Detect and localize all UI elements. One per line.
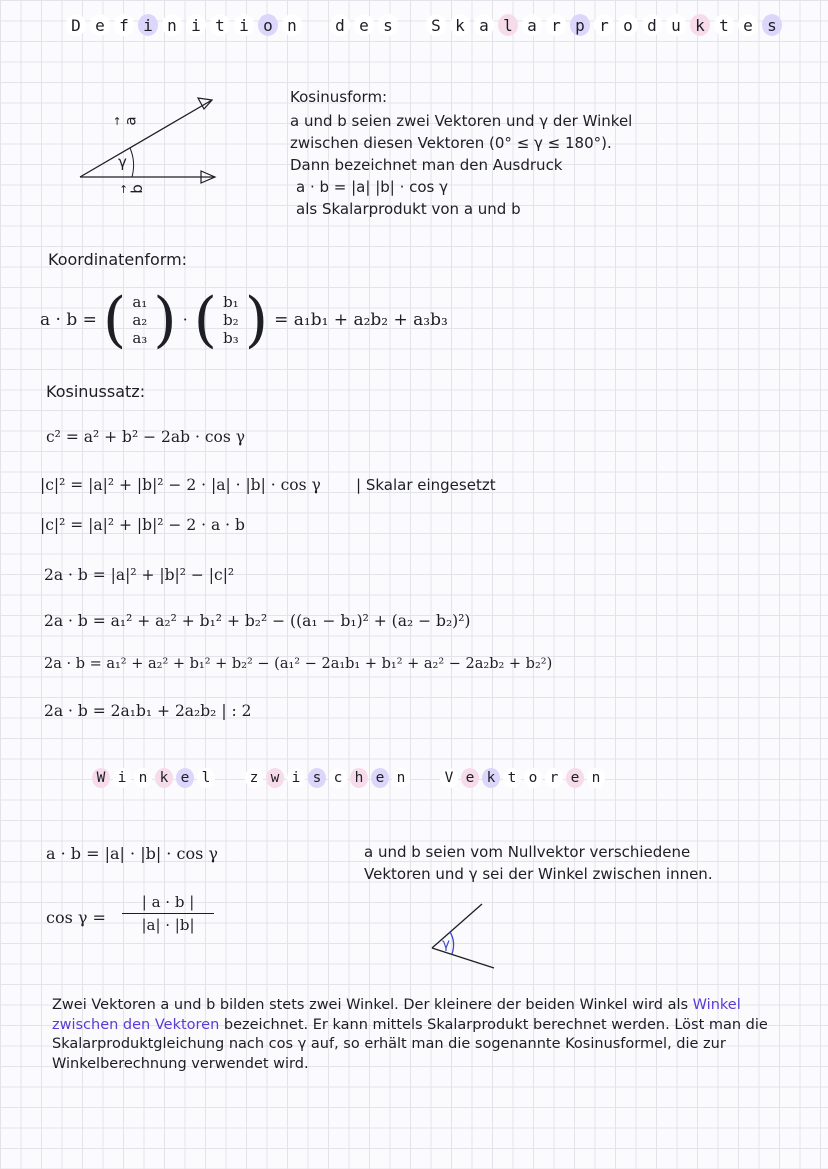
subtitle-letter: e [461,768,479,788]
diagram-label-a: → a [122,116,140,125]
vector-a-line [80,100,212,177]
title-letter: t [210,14,230,36]
title-letter: i [234,14,254,36]
dot-operator: · [182,311,188,329]
cosine-law-line1: c² = a² + b² − 2ab · cos γ [46,428,245,446]
subtitle-letter: s [308,768,326,788]
coordinate-form-heading: Koordinatenform: [48,250,188,269]
cosine-form-line5: als Skalarprodukt von a und b [296,200,521,218]
title-letter: i [186,14,206,36]
cosine-form-line4: a · b = |a| |b| · cos γ [296,178,449,196]
subtitle-letter: c [329,768,347,788]
title-letter: r [594,14,614,36]
paragraph-part2: bezeichnet. Er kann mittels Skalarprodukt berechnet werden. Löst man die Skalarproduktgleichung nach cos γ auf, so erhält man die sogenannte Kosinusformel, die zur Winkelberechnung verwendet wird. [52,1016,768,1072]
subtitle-word-1 [92,768,215,788]
subtitle-letter: w [266,768,284,788]
title-letter: o [258,14,278,36]
title-word-2 [330,14,398,36]
title-letter: n [162,14,182,36]
vec-b-comp1: b₁ [223,293,239,311]
title-letter: S [426,14,446,36]
vec-b-comp3: b₃ [223,329,239,347]
title-letter: s [378,14,398,36]
cosine-law-line4: 2a · b = |a|² + |b|² − |c|² [44,566,235,584]
subtitle-letter: k [482,768,500,788]
cosine-law-line5: 2a · b = a₁² + a₂² + b₁² + b₂² − ((a₁ − b₁)² + (a₂ − b₂)²) [44,612,471,630]
title-letter: l [498,14,518,36]
subtitle-word-2 [245,768,410,788]
title-letter: t [714,14,734,36]
fraction-denominator: |a| · |b| [141,916,195,934]
paragraph-part1: Zwei Vektoren a und b bilden stets zwei Winkel. Der kleinere der beiden Winkel wird als [52,997,693,1013]
title-letter: u [666,14,686,36]
explanation-paragraph [52,996,782,1074]
subtitle-letter: e [371,768,389,788]
title-letter: a [522,14,542,36]
coordinate-form-equation [40,285,448,355]
column-vector-b [223,293,239,347]
title-letter: d [330,14,350,36]
subtitle-letter: l [197,768,215,788]
vector-angle-diagram [70,92,250,202]
diagram-label-b: → b [128,184,146,194]
subtitle-letter: e [566,768,584,788]
right-paren-b: ) [244,285,269,355]
left-paren-a: ( [102,285,127,355]
paragraph-highlight: Winkel zwischen den Vektoren [52,997,741,1033]
column-vector-a [132,293,147,347]
title-letter: k [450,14,470,36]
subtitle-word-3 [440,768,605,788]
title-letter: r [546,14,566,36]
subtitle-letter: W [92,768,110,788]
subtitle-letter: r [545,768,563,788]
cosine-form-heading: Kosinusform: [290,88,388,106]
cosine-law-heading: Kosinussatz: [46,382,146,401]
right-paren-a: ) [153,285,177,355]
vec-a-comp2: a₂ [132,311,148,329]
cosine-law-line6: 2a · b = a₁² + a₂² + b₁² + b₂² − (a₁² − 2a₁b₁ + b₁² + a₂² − 2a₂b₂ + b₂²) [44,656,553,672]
subtitle-letter: n [134,768,152,788]
subtitle-letter: n [587,768,605,788]
subtitle-letter: e [176,768,194,788]
title-letter: s [762,14,782,36]
angle-desc-line1: a und b seien vom Nullvektor verschiedene [364,843,691,861]
angle-diagram [420,898,520,988]
title-letter: n [282,14,302,36]
page-title [66,14,808,36]
cosine-form-line2: zwischen diesen Vektoren (0° ≤ γ ≤ 180°). [290,134,612,152]
title-letter: a [474,14,494,36]
cosine-law-note: | Skalar eingesetzt [356,476,496,494]
subtitle-letter: n [392,768,410,788]
subtitle-letter: o [524,768,542,788]
title-letter: o [618,14,638,36]
title-letter: k [690,14,710,36]
title-letter: d [642,14,662,36]
left-paren-b: ( [193,285,218,355]
title-letter: D [66,14,86,36]
angle-arc-small [450,932,454,954]
coordinate-form-lhs: a · b = [40,310,97,330]
cosine-law-line2: |c|² = |a|² + |b|² − 2 · |a| · |b| · cos γ [40,476,321,494]
title-word-3 [426,14,782,36]
title-letter: e [90,14,110,36]
angle-formula: a · b = |a| · |b| · cos γ [46,844,218,863]
cosine-form-line1: a und b seien zwei Vektoren und γ der Winkel [290,112,633,130]
cosine-law-line3: |c|² = |a|² + |b|² − 2 · a · b [40,516,245,534]
angle-desc-line2: Vektoren und γ sei der Winkel zwischen innen. [364,865,713,883]
subtitle-letter: t [503,768,521,788]
title-letter: e [738,14,758,36]
vec-a-comp3: a₃ [132,329,148,347]
title-word-1 [66,14,302,36]
angle-diagram-gamma: γ [442,936,450,952]
subtitle-letter: h [350,768,368,788]
vec-a-comp1: a₁ [132,293,148,311]
title-letter: p [570,14,590,36]
title-letter: i [138,14,158,36]
angle-arc [130,148,134,177]
title-letter: f [114,14,134,36]
vec-b-comp2: b₂ [223,311,239,329]
diagram-label-gamma: γ [118,153,127,171]
title-letter: e [354,14,374,36]
cosine-form-line3: Dann bezeichnet man den Ausdruck [290,156,563,174]
subtitle-letter: V [440,768,458,788]
cos-formula-fraction [122,893,214,934]
subtitle-letter: i [287,768,305,788]
cosine-law-line7: 2a · b = 2a₁b₁ + 2a₂b₂ | : 2 [44,702,252,720]
angle-ray-upper [432,904,482,948]
fraction-bar [122,913,214,914]
subtitle-letter: i [113,768,131,788]
cos-gamma-label: cos γ = [46,908,106,927]
fraction-numerator: | a · b | [141,893,195,911]
coordinate-form-rhs: = a₁b₁ + a₂b₂ + a₃b₃ [274,310,448,330]
subtitle-letter: z [245,768,263,788]
section-title-angle [92,768,635,788]
subtitle-letter: k [155,768,173,788]
